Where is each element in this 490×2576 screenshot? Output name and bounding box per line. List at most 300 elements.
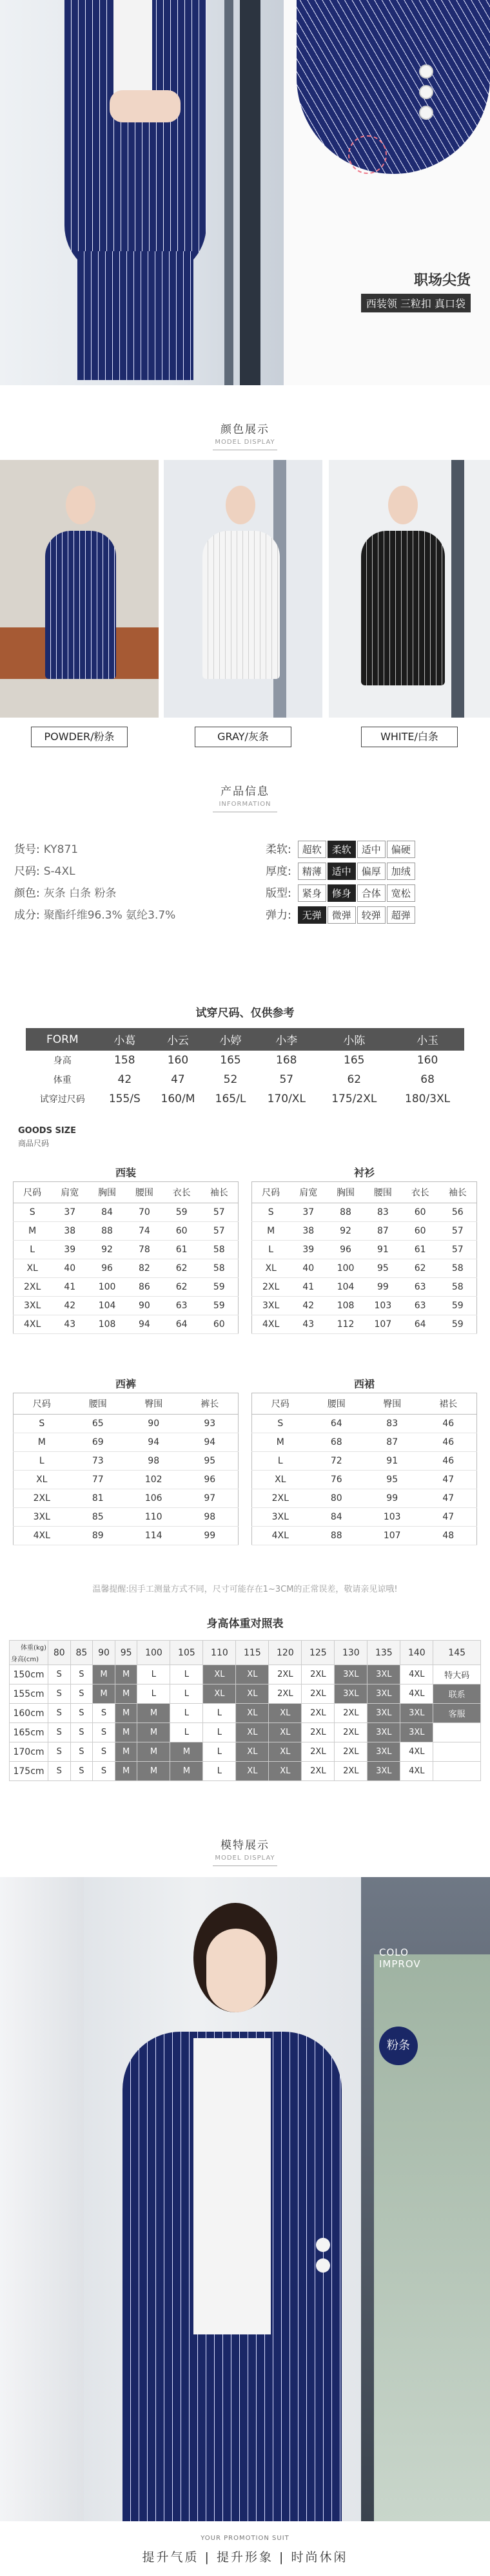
pants-size-table — [13, 1393, 239, 1545]
hw-size-cell: 3XL — [368, 1762, 400, 1781]
size-cell: 96 — [88, 1259, 126, 1278]
product-field-label: 成分: — [14, 909, 40, 922]
product-attr — [266, 840, 416, 858]
size-cell: L — [14, 1452, 70, 1471]
size-cell: 108 — [327, 1297, 364, 1315]
product-attr-option: 宽松 — [387, 884, 415, 902]
hw-size-cell: 2XL — [302, 1762, 335, 1781]
product-field-label: 颜色: — [14, 887, 40, 900]
hw-weight-cell: 145 — [433, 1641, 481, 1665]
size-cell: 83 — [364, 1203, 402, 1222]
size-cell: 60 — [201, 1315, 239, 1334]
product-field-label: 货号: — [14, 843, 40, 856]
size-cell: 114 — [126, 1527, 181, 1545]
size-row — [252, 1241, 477, 1259]
size-row — [252, 1415, 477, 1433]
size-cell: 94 — [126, 1433, 181, 1452]
size-header-cell: 尺码 — [14, 1393, 70, 1415]
hw-weight-cell: 105 — [170, 1641, 203, 1665]
hw-height-cell: 160cm — [10, 1704, 48, 1723]
hw-weight-cell: 110 — [203, 1641, 236, 1665]
trial-cell: 170/XL — [267, 1092, 306, 1105]
suit-title: 西装 — [115, 1167, 136, 1179]
product-attr-label: 厚度: — [266, 865, 291, 878]
trial-cell: 62 — [347, 1073, 362, 1086]
size-cell: 88 — [88, 1222, 126, 1241]
hw-size-cell: 2XL — [269, 1665, 302, 1684]
size-cell: 48 — [420, 1527, 476, 1545]
size-cell: 59 — [439, 1297, 477, 1315]
size-header-cell: 尺码 — [252, 1393, 309, 1415]
trial-cell: 165 — [344, 1054, 365, 1067]
size-row — [14, 1489, 239, 1508]
size-cell: 37 — [51, 1203, 88, 1222]
hw-weight-cell: 85 — [70, 1641, 93, 1665]
hw-size-cell: L — [170, 1723, 203, 1742]
hw-size-cell: 2XL — [302, 1684, 335, 1704]
size-cell: 90 — [126, 1297, 163, 1315]
hw-height-cell: 170cm — [10, 1742, 48, 1762]
size-cell: 89 — [70, 1527, 126, 1545]
size-cell: 46 — [420, 1433, 476, 1452]
hw-size-cell: 2XL — [335, 1723, 368, 1742]
hw-size-cell: M — [93, 1665, 115, 1684]
hw-size-cell: XL — [236, 1742, 269, 1762]
size-header-cell: 臀围 — [126, 1393, 181, 1415]
hw-size-cell — [433, 1762, 481, 1781]
size-row — [14, 1241, 239, 1259]
size-cell: 62 — [163, 1259, 201, 1278]
size-cell: 99 — [364, 1489, 420, 1508]
measure-note: 温馨提醒:因手工测量方式不同，尺寸可能存在1~3CM的正常误差，敬请亲见谅哦! — [92, 1585, 398, 1594]
product-attr-option: 紧身 — [298, 884, 326, 902]
size-cell: 63 — [402, 1278, 439, 1297]
hw-size-cell: XL — [269, 1704, 302, 1723]
size-cell: 100 — [88, 1278, 126, 1297]
skirt-size-table — [251, 1393, 477, 1545]
hw-weight-cell: 130 — [335, 1641, 368, 1665]
size-cell: 78 — [126, 1241, 163, 1259]
size-cell: 58 — [439, 1278, 477, 1297]
trial-cell: 52 — [223, 1073, 238, 1086]
size-cell: 2XL — [252, 1489, 309, 1508]
trial-cell: 试穿过尺码 — [39, 1094, 85, 1105]
size-header-cell: 腰围 — [364, 1182, 402, 1203]
size-cell: 85 — [70, 1508, 126, 1527]
hw-size-cell: XL — [269, 1762, 302, 1781]
size-header-cell: 裤长 — [181, 1393, 238, 1415]
size-cell: 95 — [364, 1259, 402, 1278]
product-field-label: 尺码: — [14, 865, 40, 878]
hw-size-cell: XL — [236, 1723, 269, 1742]
size-cell: 59 — [439, 1315, 477, 1334]
size-cell: 2XL — [14, 1278, 52, 1297]
size-row — [14, 1471, 239, 1489]
hw-size-cell: S — [70, 1723, 93, 1742]
size-row — [14, 1315, 239, 1334]
colors-section-title: 颜色展示 MODEL DISPLAY — [0, 420, 490, 450]
size-cell: 47 — [420, 1508, 476, 1527]
hw-weight-cell: 135 — [368, 1641, 400, 1665]
size-cell: 96 — [181, 1471, 238, 1489]
size-cell: 95 — [364, 1471, 420, 1489]
hw-size-cell: 4XL — [400, 1665, 433, 1684]
size-cell: 43 — [289, 1315, 327, 1334]
size-cell: 38 — [51, 1222, 88, 1241]
hw-size-cell: L — [203, 1723, 236, 1742]
size-cell: XL — [252, 1259, 290, 1278]
size-row — [252, 1452, 477, 1471]
size-cell: 63 — [402, 1297, 439, 1315]
trial-header-cell: 小葛 — [99, 1028, 150, 1051]
size-cell: 94 — [126, 1315, 163, 1334]
color-label-white[interactable]: WHITE/白条 — [361, 727, 458, 747]
size-cell: 91 — [364, 1452, 420, 1471]
size-header-cell: 胸围 — [327, 1182, 364, 1203]
hw-weight-cell: 115 — [236, 1641, 269, 1665]
hw-size-cell: M — [115, 1762, 137, 1781]
size-cell: 107 — [364, 1315, 402, 1334]
size-cell: M — [14, 1433, 70, 1452]
size-cell: M — [252, 1222, 290, 1241]
hw-row — [10, 1742, 481, 1762]
shirt-size-table — [251, 1181, 477, 1334]
size-cell: 57 — [201, 1222, 239, 1241]
trial-size-table — [26, 1028, 464, 1109]
size-cell: 58 — [201, 1259, 239, 1278]
hw-size-cell: L — [170, 1704, 203, 1723]
size-cell: 43 — [51, 1315, 88, 1334]
size-cell: XL — [14, 1471, 70, 1489]
trial-header-row — [26, 1028, 464, 1051]
size-cell: 58 — [439, 1259, 477, 1278]
trial-cell: 155/S — [108, 1092, 141, 1105]
hw-size-cell: 2XL — [335, 1704, 368, 1723]
hw-size-cell: XL — [236, 1665, 269, 1684]
size-cell: 88 — [327, 1203, 364, 1222]
size-cell: 4XL — [14, 1315, 52, 1334]
size-cell: 64 — [309, 1415, 364, 1433]
size-cell: 59 — [163, 1203, 201, 1222]
size-cell: 74 — [126, 1222, 163, 1241]
hw-size-cell: S — [70, 1665, 93, 1684]
size-cell: 103 — [364, 1297, 402, 1315]
product-attr-option: 加绒 — [387, 863, 415, 880]
size-cell: 91 — [364, 1241, 402, 1259]
size-header-cell: 尺码 — [14, 1182, 52, 1203]
hw-size-cell: 4XL — [400, 1762, 433, 1781]
size-cell: 57 — [201, 1203, 239, 1222]
size-cell: 4XL — [252, 1527, 309, 1545]
size-cell: S — [252, 1203, 290, 1222]
product-attr-option: 微弹 — [328, 906, 356, 924]
pants-title: 西裤 — [115, 1378, 136, 1390]
hw-size-cell: L — [137, 1684, 170, 1704]
size-header-row — [14, 1393, 239, 1415]
hw-size-cell: L — [203, 1762, 236, 1781]
product-attr-option: 适中 — [357, 841, 386, 858]
hw-size-cell: S — [93, 1762, 115, 1781]
trial-cell: 160/M — [161, 1092, 195, 1105]
size-cell: 87 — [364, 1433, 420, 1452]
product-attr-label: 柔软: — [266, 843, 291, 856]
trial-cell: 57 — [279, 1073, 294, 1086]
size-cell: 64 — [402, 1315, 439, 1334]
size-row — [14, 1222, 239, 1241]
product-attr — [266, 906, 416, 924]
size-cell: 60 — [402, 1203, 439, 1222]
model-overlay-text: COLO IMPROV — [379, 1947, 421, 1970]
size-header-row — [252, 1182, 477, 1203]
size-cell: 84 — [309, 1508, 364, 1527]
hw-size-cell: M — [137, 1723, 170, 1742]
height-weight-table — [9, 1640, 481, 1781]
trial-header-cell: 小玉 — [391, 1028, 464, 1051]
size-cell: S — [252, 1415, 309, 1433]
hw-size-cell: M — [115, 1742, 137, 1762]
goods-size-subtitle: 商品尺码 — [18, 1139, 50, 1148]
size-row — [14, 1452, 239, 1471]
size-cell: 46 — [420, 1415, 476, 1433]
size-cell: 92 — [88, 1241, 126, 1259]
size-cell: 81 — [70, 1489, 126, 1508]
hw-size-cell: L — [170, 1665, 203, 1684]
hw-size-cell: XL — [203, 1665, 236, 1684]
size-cell: 100 — [327, 1259, 364, 1278]
hw-size-cell: 3XL — [335, 1665, 368, 1684]
product-field — [14, 862, 75, 878]
hw-size-cell: L — [203, 1742, 236, 1762]
product-attr — [266, 862, 416, 880]
size-cell: 98 — [181, 1508, 238, 1527]
size-cell: 41 — [289, 1278, 327, 1297]
size-cell: 58 — [201, 1241, 239, 1259]
size-header-cell: 衣长 — [163, 1182, 201, 1203]
size-row — [252, 1489, 477, 1508]
size-cell: 99 — [181, 1527, 238, 1545]
hw-size-cell: 3XL — [400, 1704, 433, 1723]
hw-size-cell: 联系 — [433, 1684, 481, 1704]
size-cell: 59 — [201, 1297, 239, 1315]
size-cell: 57 — [439, 1222, 477, 1241]
size-cell: XL — [14, 1259, 52, 1278]
hw-size-cell: M — [115, 1665, 137, 1684]
size-cell: 37 — [289, 1203, 327, 1222]
color-photo-gray — [164, 460, 322, 718]
size-header-cell: 胸围 — [88, 1182, 126, 1203]
hw-size-cell: 3XL — [368, 1742, 400, 1762]
hw-size-cell: S — [70, 1762, 93, 1781]
hw-weight-cell: 120 — [269, 1641, 302, 1665]
size-row — [252, 1315, 477, 1334]
trial-header-cell: 小李 — [255, 1028, 317, 1051]
hero-subline: 西装领 三粒扣 真口袋 — [361, 294, 471, 312]
size-row — [252, 1508, 477, 1527]
size-cell: 73 — [70, 1452, 126, 1471]
model-section-title: 模特展示 MODEL DISPLAY — [0, 1836, 490, 1866]
promo-zh: 提升气质 | 提升形象 | 时尚休闲 — [142, 2550, 348, 2564]
hw-row — [10, 1704, 481, 1723]
hw-size-cell: S — [70, 1742, 93, 1762]
hero-detail-sleeve — [284, 0, 490, 385]
size-row — [252, 1297, 477, 1315]
product-attr — [266, 884, 416, 902]
hw-title: 身高体重对照表 — [206, 1617, 284, 1630]
hw-height-cell: 175cm — [10, 1762, 48, 1781]
trial-row — [26, 1089, 464, 1109]
hw-size-cell: L — [137, 1665, 170, 1684]
product-field — [14, 840, 78, 856]
hw-size-cell: S — [48, 1723, 71, 1742]
hw-size-cell: M — [137, 1762, 170, 1781]
hw-size-cell: S — [93, 1742, 115, 1762]
size-cell: 82 — [126, 1259, 163, 1278]
trial-cell: 168 — [276, 1054, 297, 1067]
size-cell: 3XL — [14, 1297, 52, 1315]
size-cell: 77 — [70, 1471, 126, 1489]
size-cell: 110 — [126, 1508, 181, 1527]
goods-size-title: GOODS SIZE — [18, 1126, 76, 1136]
size-cell: 38 — [289, 1222, 327, 1241]
hw-height-label: 身高(cm) — [11, 1656, 39, 1663]
hw-size-cell: 3XL — [400, 1723, 433, 1742]
size-cell: 61 — [402, 1241, 439, 1259]
hw-size-cell: 4XL — [400, 1684, 433, 1704]
size-cell: 41 — [51, 1278, 88, 1297]
product-attr-label: 弹力: — [266, 909, 291, 922]
product-attr-option: 合体 — [357, 884, 386, 902]
size-cell: 39 — [51, 1241, 88, 1259]
size-cell: 76 — [309, 1471, 364, 1489]
product-field — [14, 906, 175, 922]
size-cell: 42 — [51, 1297, 88, 1315]
hw-weight-cell: 80 — [48, 1641, 71, 1665]
size-cell: 4XL — [252, 1315, 290, 1334]
hw-size-cell: M — [170, 1762, 203, 1781]
hw-size-cell: 3XL — [368, 1723, 400, 1742]
size-cell: 59 — [201, 1278, 239, 1297]
trial-row — [26, 1070, 464, 1089]
size-header-cell: 肩宽 — [51, 1182, 88, 1203]
hw-size-cell: L — [203, 1704, 236, 1723]
trial-header-cell: 小陈 — [317, 1028, 391, 1051]
hw-weight-label: 体重(kg) — [21, 1645, 46, 1652]
size-cell: 93 — [181, 1415, 238, 1433]
size-cell: 90 — [126, 1415, 181, 1433]
size-cell: 106 — [126, 1489, 181, 1508]
product-attr-option: 超软 — [298, 841, 326, 858]
size-cell: 108 — [88, 1315, 126, 1334]
size-cell: 47 — [420, 1471, 476, 1489]
size-cell: S — [14, 1415, 70, 1433]
product-field-value: S-4XL — [43, 865, 75, 878]
size-cell: 3XL — [252, 1508, 309, 1527]
size-cell: 3XL — [252, 1297, 290, 1315]
size-cell: 40 — [289, 1259, 327, 1278]
size-cell: 107 — [364, 1527, 420, 1545]
size-header-cell: 臀围 — [364, 1393, 420, 1415]
trial-cell: 体重 — [53, 1075, 72, 1085]
hw-height-cell: 155cm — [10, 1684, 48, 1704]
size-cell: 102 — [126, 1471, 181, 1489]
size-cell: L — [252, 1452, 309, 1471]
hw-weight-cell: 140 — [400, 1641, 433, 1665]
color-photo-white — [329, 460, 490, 718]
size-cell: 86 — [126, 1278, 163, 1297]
size-cell: 42 — [289, 1297, 327, 1315]
size-cell: 94 — [181, 1433, 238, 1452]
hero-headline: 职场尖货 — [413, 272, 471, 289]
hw-size-cell: XL — [236, 1704, 269, 1723]
size-cell: 97 — [181, 1489, 238, 1508]
hw-size-cell: 3XL — [335, 1684, 368, 1704]
trial-cell: 160 — [416, 1054, 438, 1067]
color-label-powder[interactable]: POWDER/粉条 — [31, 727, 128, 747]
size-header-cell: 肩宽 — [289, 1182, 327, 1203]
hw-size-cell: S — [93, 1704, 115, 1723]
size-cell: 3XL — [14, 1508, 70, 1527]
size-cell: 92 — [327, 1222, 364, 1241]
size-row — [14, 1297, 239, 1315]
size-row — [252, 1203, 477, 1222]
hw-size-cell: S — [48, 1684, 71, 1704]
size-cell: 61 — [163, 1241, 201, 1259]
product-attr-label: 版型: — [266, 887, 291, 900]
color-label-gray[interactable]: GRAY/灰条 — [195, 727, 291, 747]
product-attr-option: 无弹 — [298, 906, 326, 924]
trial-header-cell: 小云 — [150, 1028, 206, 1051]
trial-cell: 175/2XL — [331, 1092, 377, 1105]
size-cell: 46 — [420, 1452, 476, 1471]
hw-size-cell: 2XL — [335, 1762, 368, 1781]
trial-header-cell: FORM — [26, 1028, 99, 1051]
color-photo-powder — [0, 460, 159, 718]
hw-height-cell: 165cm — [10, 1723, 48, 1742]
size-cell: 88 — [309, 1527, 364, 1545]
size-cell: 62 — [163, 1278, 201, 1297]
size-cell: 112 — [327, 1315, 364, 1334]
hw-size-cell: 特大码 — [433, 1665, 481, 1684]
size-cell: L — [14, 1241, 52, 1259]
product-attr-option: 偏硬 — [387, 841, 415, 858]
size-header-cell: 腰围 — [126, 1182, 163, 1203]
size-cell: 80 — [309, 1489, 364, 1508]
size-cell: 68 — [309, 1433, 364, 1452]
size-row — [252, 1222, 477, 1241]
hw-size-cell: 3XL — [368, 1704, 400, 1723]
hw-size-cell: S — [48, 1704, 71, 1723]
hw-size-cell: M — [115, 1684, 137, 1704]
size-cell: 70 — [126, 1203, 163, 1222]
product-attr-option: 适中 — [328, 863, 356, 880]
size-header-cell: 袖长 — [201, 1182, 239, 1203]
hw-size-cell: 2XL — [302, 1742, 335, 1762]
hw-corner-cell — [10, 1641, 48, 1665]
size-cell: 72 — [309, 1452, 364, 1471]
product-attr-option: 较弹 — [357, 906, 386, 924]
size-cell: 39 — [289, 1241, 327, 1259]
product-field-value: 灰条 白条 粉条 — [43, 887, 117, 900]
hero-model-photo — [0, 0, 284, 385]
size-cell: 57 — [439, 1241, 477, 1259]
size-header-row — [252, 1393, 477, 1415]
trial-title: 试穿尺码、仅供参考 — [195, 1007, 295, 1020]
hw-size-cell: 客服 — [433, 1704, 481, 1723]
hw-size-cell: 4XL — [400, 1742, 433, 1762]
product-attr-option: 超弹 — [387, 906, 415, 924]
size-cell: M — [252, 1433, 309, 1452]
size-row — [14, 1259, 239, 1278]
